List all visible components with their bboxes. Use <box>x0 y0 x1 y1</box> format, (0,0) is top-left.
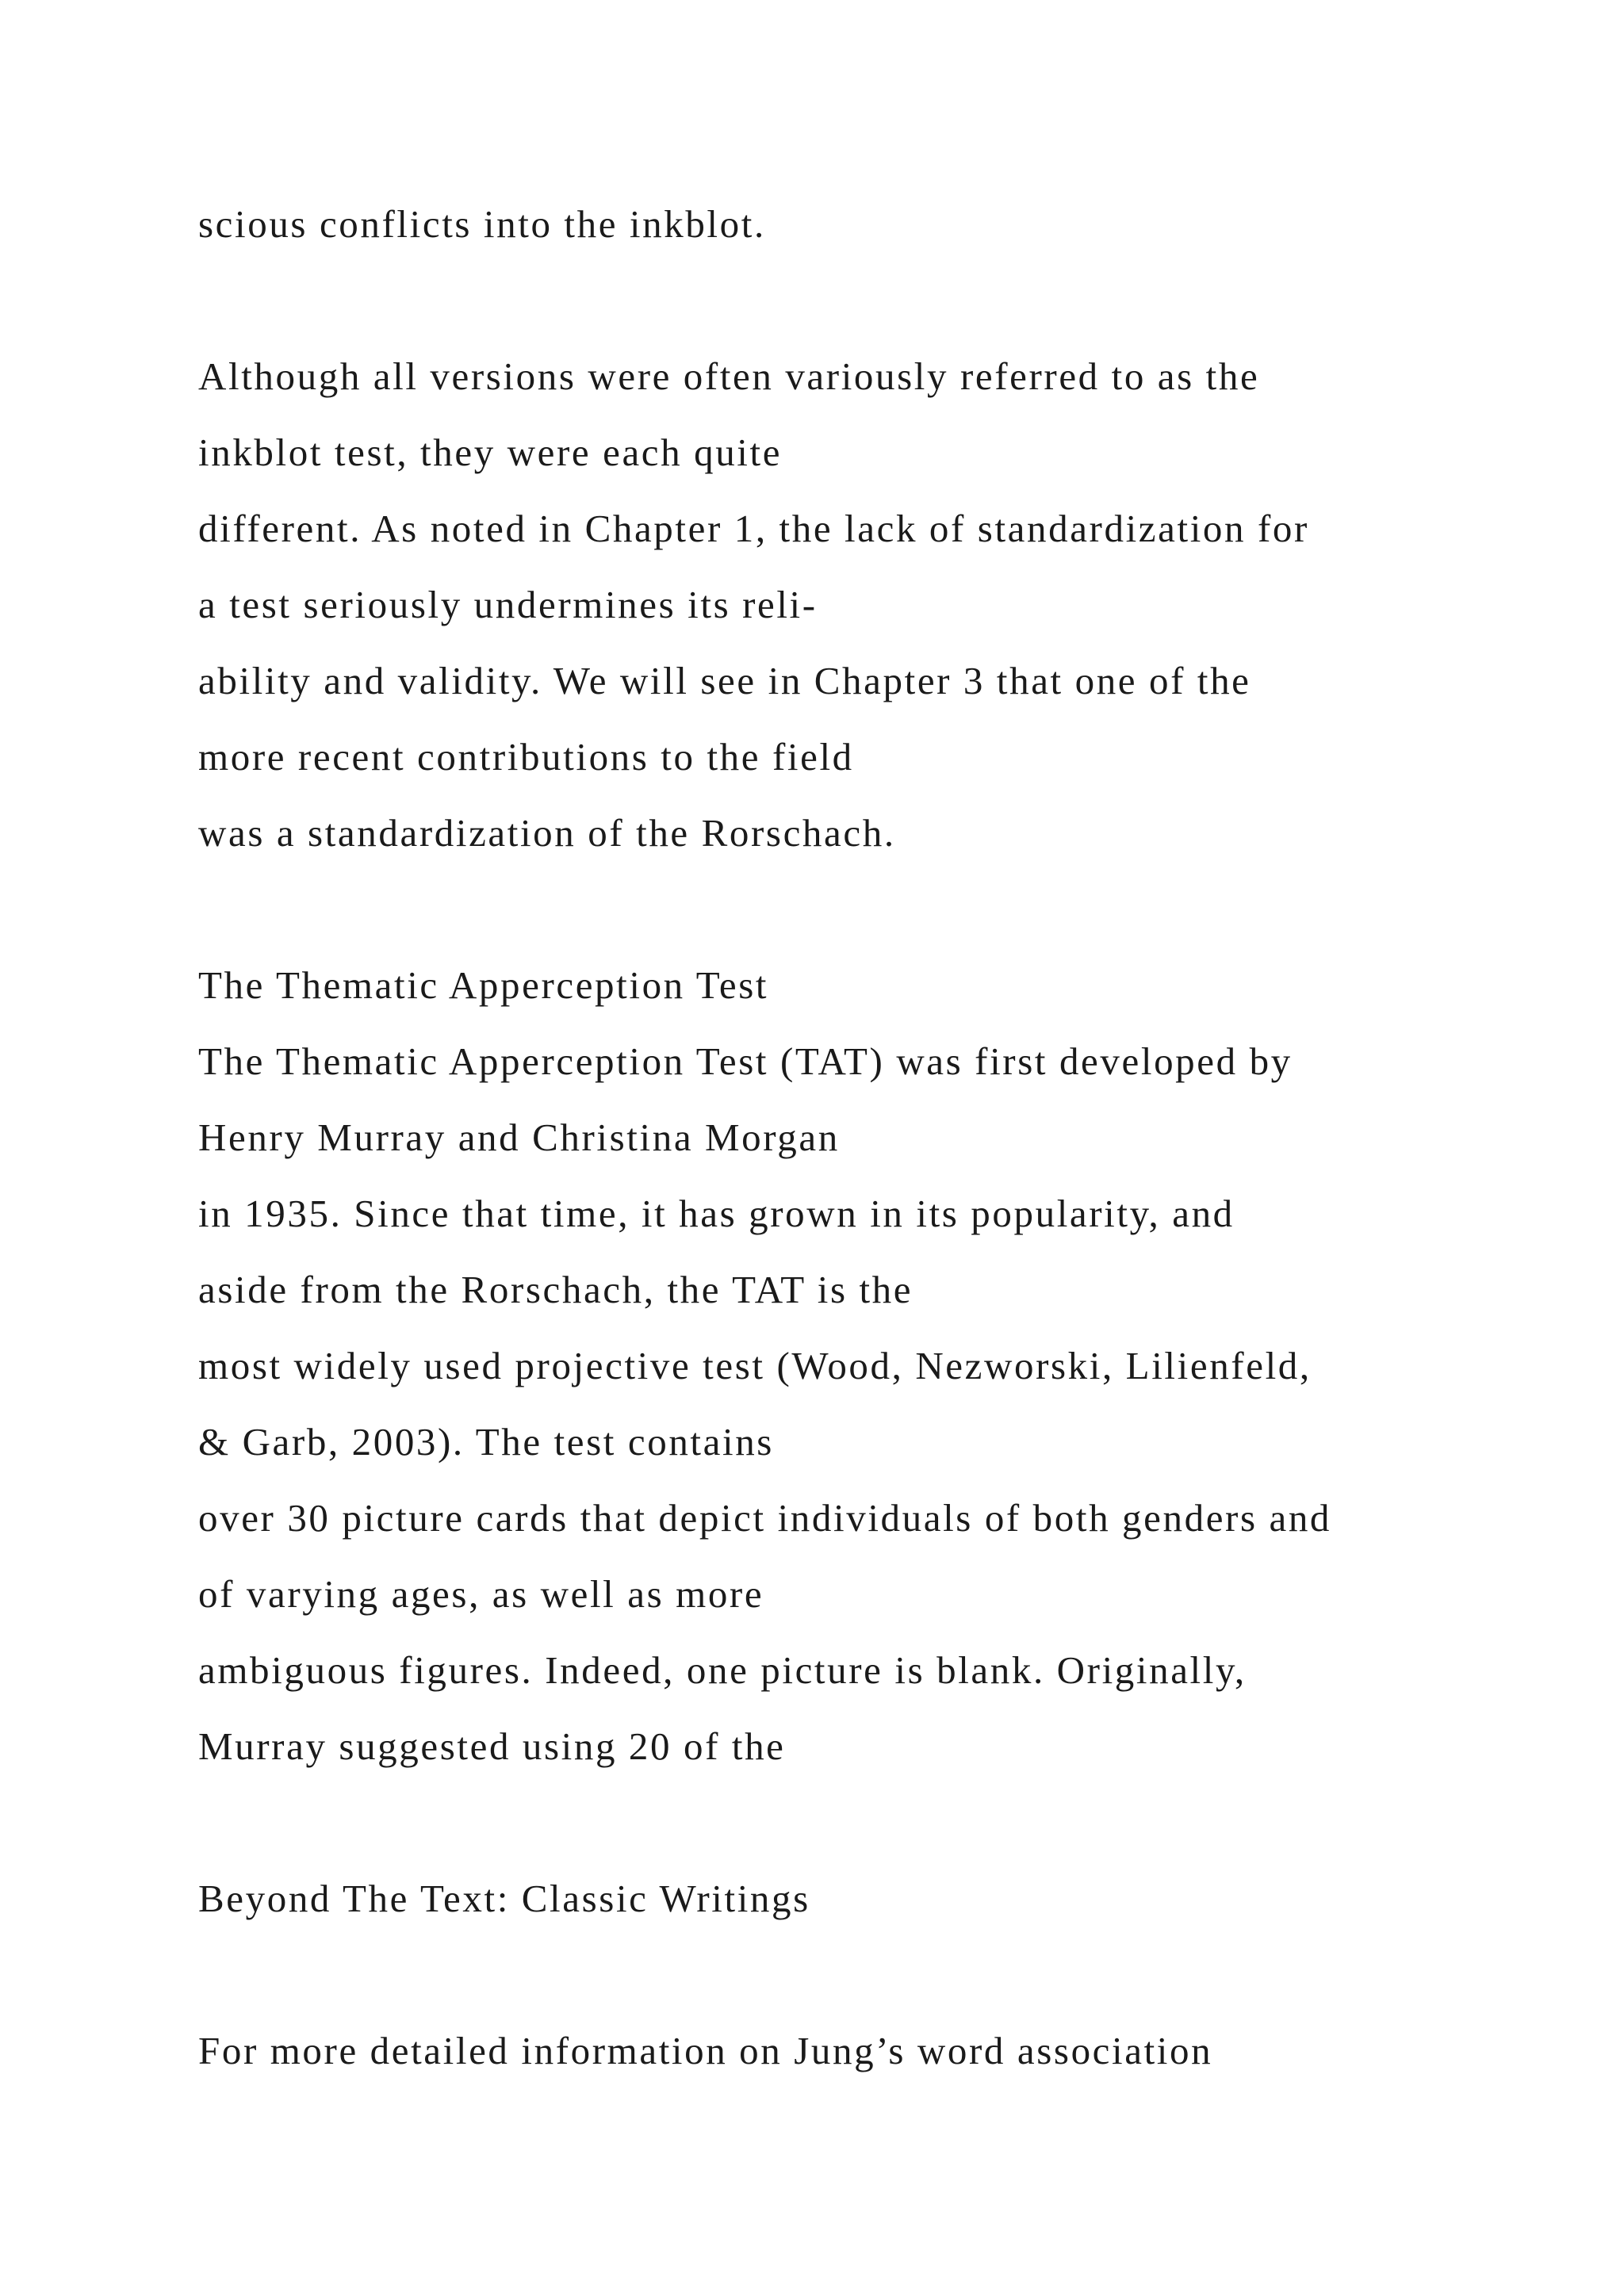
text-line: aside from the Rorschach, the TAT is the <box>198 1268 914 1311</box>
text-line: Henry Murray and Christina Morgan <box>198 1115 840 1159</box>
text-line: For more detailed information on Jung’s word association <box>198 2029 1213 2072</box>
text-line: The Thematic Apperception Test (TAT) was first developed by <box>198 1039 1293 1083</box>
text-line: most widely used projective test (Wood, Nezworski, Lilienfeld, <box>198 1344 1312 1387</box>
text-line: of varying ages, as well as more <box>198 1572 764 1616</box>
text-line: ambiguous figures. Indeed, one picture is blank. Originally, <box>198 1648 1247 1692</box>
text-line: Murray suggested using 20 of the <box>198 1724 786 1768</box>
text-line: in 1935. Since that time, it has grown in its popularity, and <box>198 1192 1235 1235</box>
text-line: was a standardization of the Rorschach. <box>198 811 896 855</box>
section-heading: Beyond The Text: Classic Writings <box>198 1877 810 1920</box>
text-line: inkblot test, they were each quite <box>198 430 783 474</box>
section-heading: The Thematic Apperception Test <box>198 963 769 1007</box>
text-line: over 30 picture cards that depict individuals of both genders and <box>198 1496 1332 1540</box>
text-line: different. As noted in Chapter 1, the lack of standardization for <box>198 507 1309 550</box>
text-line: scious conflicts into the inkblot. <box>198 202 766 246</box>
text-line: Although all versions were often variously referred to as the <box>198 354 1260 398</box>
text-line: ability and validity. We will see in Chapter 3 that one of the <box>198 659 1251 702</box>
text-line: more recent contributions to the field <box>198 735 854 779</box>
text-line: a test seriously undermines its reli- <box>198 583 818 626</box>
text-line: & Garb, 2003). The test contains <box>198 1420 774 1464</box>
